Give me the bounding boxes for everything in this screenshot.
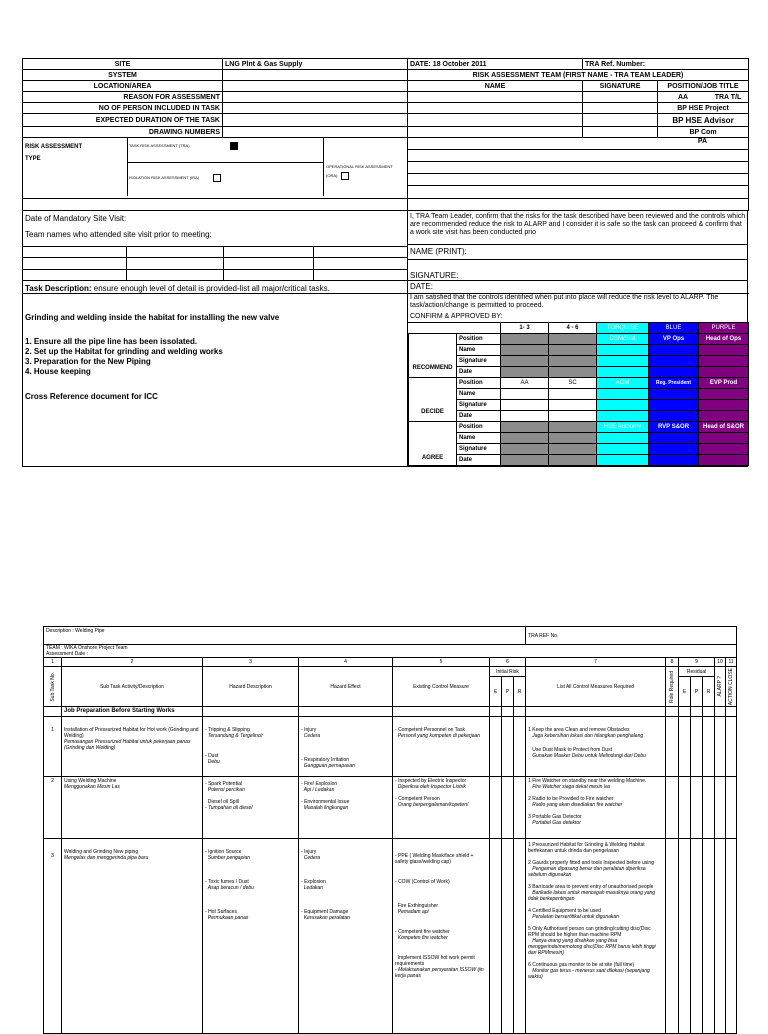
ora-label: (ORA) — [326, 173, 338, 179]
existing-text: Inspected by Electric Inspector — [398, 778, 467, 785]
control-translation: Radio yang akan disediakan fire watcher — [532, 802, 623, 809]
effect-translation: Gangguan pernapasan — [303, 763, 355, 770]
col-num: 3 — [203, 658, 299, 667]
task-step: 1. Ensure all the pipe line has been issolated. — [25, 337, 198, 346]
ira-option[interactable] — [129, 174, 221, 182]
row-task-text: Using Welding Machine — [64, 778, 117, 785]
table-row — [44, 839, 737, 1034]
existing-text: Competent Person — [398, 796, 440, 803]
hazard-text: Ignition Source — [208, 849, 242, 856]
effect-translation: Api / Ledakan — [303, 787, 335, 794]
control-text: 3 Portable Gas Detector — [528, 814, 582, 821]
tra-ref-field: TRA Ref. Number: — [583, 59, 749, 70]
date-field: DATE: 18 October 2011 — [408, 59, 583, 70]
decide-sc: SC — [549, 378, 597, 389]
sub-task-no-text: Sub Task No. — [49, 671, 56, 702]
row-position: Position — [457, 334, 501, 345]
risk-4-6: 4 - 6 — [549, 323, 597, 334]
col-num: 7 — [526, 658, 666, 667]
residual-e: E — [679, 677, 691, 707]
row-position: Position — [457, 422, 501, 433]
position-column: POSITION/JOB TITLE — [658, 81, 749, 92]
task-description-block — [22, 281, 748, 467]
control-text: 1 Keep the area Clean and remove Obstacles — [528, 727, 630, 734]
ora-checkbox[interactable] — [341, 172, 349, 180]
task-step: 2. Set up the Habitat for grinding and welding works — [25, 347, 223, 356]
name-print-label: NAME (PRINT): — [410, 247, 467, 256]
col-num: 1 — [44, 658, 62, 667]
col-num: 9 — [679, 658, 715, 667]
hazard-translation: Tumpahan oli diesel — [208, 805, 253, 812]
visit-names-grid — [23, 246, 408, 281]
control-text: 1 Pressurized Habitat for Grinding & Welding Habitat berfekanan untuk drinda dan pengelasan — [528, 842, 645, 855]
table-row — [44, 717, 737, 777]
row-controls — [526, 777, 666, 839]
control-translation: Pengaman dipasang benar dan peralatan diperiksa sebelum digunakan — [528, 866, 646, 879]
effect-text: Fire/ Explosion — [304, 781, 338, 788]
hazard-text: Toxic fumes / Dust — [207, 879, 249, 886]
task-step: 3. Preparation for the New Piping — [25, 357, 151, 366]
risk-assessment-form — [22, 58, 748, 467]
team-visit-label: Team names who attended site visit prior to meeting: — [25, 230, 212, 239]
agree-cell — [409, 422, 457, 466]
table-row — [44, 777, 737, 839]
col-num: 6 — [490, 658, 526, 667]
description-field — [44, 627, 526, 645]
ora-option-label: OPERATIONAL RISK ASSESSMENT — [326, 164, 393, 169]
action-close-header — [726, 667, 737, 707]
ira-checkbox[interactable] — [213, 174, 221, 182]
row-existing: - Competent Personnel on Task Personil yang kompeten di pekerjaan — [393, 717, 490, 777]
row-no: 1 — [44, 717, 62, 777]
turquoise-level: TORQUISE — [597, 323, 649, 334]
residual-r: R — [703, 677, 715, 707]
tra-option-label: TASK RISK ASSESSMENT (TRA) — [129, 143, 190, 149]
duration-label: EXPECTED DURATION OF THE TASK — [23, 114, 223, 127]
confirm-approved-label: CONFIRM & APPROVED BY: — [410, 313, 503, 320]
row-task-translation: Pemasangan Pressurized Habitat untuk pekerjaan panas (Grinding dan Welding) — [64, 739, 191, 752]
risk-type-block — [23, 138, 408, 199]
existing-translation: Diperiksa oleh Inspector Listrik — [397, 784, 466, 791]
vp-ops: VP Ops — [649, 334, 699, 345]
row-task — [62, 839, 203, 1034]
rvp-sor: RVP S&OR — [649, 422, 699, 433]
team-header: RISK ASSESSMENT TEAM (FIRST NAME - TRA TEAM LEADER) — [408, 70, 749, 81]
team-field — [44, 645, 737, 658]
decide-cell — [409, 378, 457, 422]
row-effects: - Fire/ Explosion Api / Ledakan - Environmental Issue Masalah lingkungan — [299, 777, 393, 839]
satisfied-statement: I am satisfied that the controls identified when put into place will reduce the risk level to ALARP. The task/action/change is permitted to proceed. — [410, 294, 719, 310]
ora-option[interactable] — [326, 164, 393, 180]
control-translation: Hanya orang yang disahkan yang bisa menggerinda/memotong disc(Disc RPM harus lebih tinggi dari RPMmesin) — [528, 938, 656, 957]
effect-text: Injury — [304, 727, 317, 734]
site-label: SITE — [23, 59, 223, 70]
hazard-translation: Potensi percikan — [207, 787, 245, 794]
hazard-text: Hot Surfaces — [208, 909, 237, 916]
hazard-translation: Debu — [207, 759, 220, 766]
col-num: 5 — [393, 658, 490, 667]
hazard-translation: Permukaan panas — [207, 915, 249, 922]
row-name: Name — [457, 345, 501, 356]
hazard-text: Diesel oil Spill — [207, 799, 239, 806]
leader-confirmation: I, TRA Team Leader, confirm that the risks for the task described have been reviewed and the controls which are recommended reduce the risk to ALARP and I consider it is safe so the task can proceed & confirm that a work site visit has been conducted prio — [410, 213, 746, 237]
control-translation: Jaga kebersihan lokasi dan hilangkan penghalang — [532, 733, 644, 740]
row-existing: - PPE ( Welding Mask/face shield + safety glass/welding cap) - COW (Control of Work) Fire Exthinguisher Pemadam api - Competent fire watcher Kompeten fire watcher Implement ISSOW hot work permit requirements - Melaksanakan persyaratan ISSOW ijin kerja panas — [393, 839, 490, 1034]
ira-option-label: ISOLATION RISK ASSESSMENT (IRA) — [129, 175, 200, 181]
drawing-label: DRAWING NUMBERS — [23, 127, 223, 138]
position-tra-tl: TRA T/L — [714, 93, 742, 101]
tra-ref-no — [526, 627, 737, 645]
effect-translation: Masalah lingkungan — [303, 805, 349, 812]
control-text: 2 Gaurds properly fitted and tools Inspected before using — [528, 860, 654, 867]
effect-translation: Cedera — [303, 855, 321, 862]
initial-p: P — [502, 677, 514, 707]
task-description-hint: ensure enough level of detail is provided-list all major/critical tasks. — [91, 284, 330, 293]
existing-translation: Orang berpengalaman/kopeten/ — [397, 802, 469, 809]
row-position: Position — [457, 378, 501, 389]
row-task-translation: Mengelas dan menggerinda pipa baru — [64, 855, 149, 862]
effect-translation: Kerusakan peralatan — [303, 915, 350, 922]
initial-r: R — [514, 677, 526, 707]
sub-task-header: Sub Task Activity/Description — [62, 667, 203, 707]
effect-text: Respiratory Irritation — [304, 757, 350, 764]
row-date: Date — [457, 367, 501, 378]
control-text: 5 Only Authorised person can grinding/cutting disc(Disc RPM should be higher than machine RPM — [528, 926, 651, 939]
task-description-title: Task Description: — [25, 284, 92, 293]
hazard-text: Dust — [208, 753, 219, 760]
control-text: 6 Continuous gas monitor to be at site (full time) — [528, 962, 635, 969]
control-translation: Fire Watcher siaga dekat mesin las — [532, 784, 611, 791]
task-step: 4. House keeping — [25, 367, 91, 376]
hazard-translation: Asap beracun / debu — [207, 885, 254, 892]
reg-president: Reg. President — [649, 378, 699, 389]
existing-translation: Pemadam api — [397, 909, 429, 916]
purple-level: PURPLE — [699, 323, 749, 334]
dsm-sim: DSM/SIM — [597, 334, 649, 345]
control-text: Use Dust Mask to Protect from Dust — [532, 747, 612, 754]
row-signature: Signature — [457, 356, 501, 367]
row-hazards: - Ignition Source Sumber pengapian - Toxic fumes / Dust Asap beracun / debu - Hot Surfaces Permukaan panas — [203, 839, 299, 1034]
row-task — [62, 717, 203, 777]
existing-text: Implement ISSOW hot work permit requirements — [395, 955, 475, 968]
hse-authority: HSE Authority — [597, 422, 649, 433]
row-task-translation: Menggunakan Mesin Las — [64, 784, 120, 791]
existing-translation: Melaksanakan persyaratan ISSOW ijin kerja panas — [395, 967, 484, 980]
effect-text: Injury — [304, 849, 317, 856]
alarp-text: ALARP ? — [717, 676, 724, 697]
existing-translation: Kompeten fire watcher — [397, 935, 448, 942]
mandatory-visit-label: Date of Mandatory Site Visit: — [25, 214, 127, 223]
effect-text: Environmental Issue — [304, 799, 350, 806]
col-num: 2 — [62, 658, 203, 667]
existing-text: Competent Personnel on Task — [398, 727, 465, 734]
section-title: Job Preparation Before Starting Works — [62, 707, 203, 717]
site-visit-block — [22, 211, 748, 281]
hazard-translation: Sumber pengapian — [207, 855, 251, 862]
existing-text: COW (Control of Work) — [398, 879, 450, 886]
task-steps — [25, 337, 223, 377]
signature-label: SIGNATURE: — [410, 271, 459, 280]
controls-required-header: List All Control Measures Required — [526, 667, 666, 707]
position-advisor: BP HSE Advisor — [658, 114, 749, 127]
alarp-header — [715, 667, 726, 707]
row-task-text: Welding and Grinding New piping — [64, 849, 139, 856]
tra-checkbox[interactable] — [230, 142, 238, 150]
system-label: SYSTEM — [23, 70, 223, 81]
role-required-header — [666, 667, 679, 707]
head-of-sor: Head of S&OR — [699, 422, 749, 433]
control-translation: Barikade lokasi untuk mencegah masuknya orang yang tidak berkepentingan — [528, 890, 656, 903]
existing-text: PPE ( Welding Mask/face shield + safety glass/welding cap) — [395, 853, 474, 866]
hazard-translation: Tersandung & Tergelincir — [207, 733, 264, 740]
residual-p: P — [691, 677, 703, 707]
assessment-date: Assessment Date : — [46, 651, 88, 657]
existing-text: Fire Exthinguisher — [397, 903, 439, 910]
risk-1-3: 1- 3 — [501, 323, 549, 334]
reason-label: REASON FOR ASSESSMENT — [23, 92, 223, 103]
control-text: 4 Certified Equipment to be used — [528, 908, 601, 915]
effect-text: Explosion — [304, 879, 326, 886]
hazard-assessment-sheet — [43, 626, 735, 1034]
position-project: BP HSE Project — [658, 103, 749, 114]
row-hazards: - Tripping & Slipping Tersandung & Tergelincir - Dust Debu — [203, 717, 299, 777]
col-num: 4 — [299, 658, 393, 667]
position-com: BP Com — [658, 127, 749, 138]
initial-risk-header: Initial Risk — [490, 667, 526, 677]
tra-option[interactable] — [129, 142, 238, 150]
decide-label: DECIDE — [421, 408, 444, 415]
existing-translation: Personil yang kompeten di pekerjaan — [397, 733, 481, 740]
team-text: TEAM : WIKA Onshore Project Team — [46, 645, 128, 651]
sub-task-no-header — [44, 667, 62, 707]
residual-header: Residual — [679, 667, 715, 677]
approval-grid — [408, 322, 749, 466]
row-no: 2 — [44, 777, 62, 839]
aom: AOM — [597, 378, 649, 389]
control-translation: Portabel Gas detektor — [532, 820, 581, 827]
location-label: LOCATION/AREA — [23, 81, 223, 92]
existing-text: Competent fire watcher — [398, 929, 450, 936]
control-translation: Gunakan Masker Debu untuk Melindungi dari Debu — [532, 753, 646, 760]
blue-level: BLUE — [649, 323, 699, 334]
hazard-text: Spark Potential — [208, 781, 242, 788]
head-of-ops: Head of Ops — [699, 334, 749, 345]
row-hazards: - Spark Potential Potensi percikan Diesel oil Spill - Tumpahan oli diesel — [203, 777, 299, 839]
agree-label: AGREE — [421, 454, 444, 461]
no-person-label: NO OF PERSON INCLUDED IN TASK — [23, 103, 223, 114]
row-effects: - Injury Cedera - Respiratory Irritation Gangguan pernapasan — [299, 717, 393, 777]
effect-translation: Cedera — [303, 733, 321, 740]
row-existing: - Inspected by Electric Inspector Diperiksa oleh Inspector Listrik - Competent Person Orang berpengalaman/kopeten/ — [393, 777, 490, 839]
recommend-label: RECOMMEND — [412, 364, 453, 371]
effect-text: Equipment Damage — [304, 909, 349, 916]
control-translation: Monitor gas terus - menerus saat dilokasi (sepanjang waktu) — [528, 968, 650, 981]
hazard-table — [43, 626, 737, 1034]
row-date: Date — [457, 411, 501, 422]
control-text: 3 Barricade area to prevent entry of unauthorised people — [528, 884, 654, 891]
row-task — [62, 777, 203, 839]
decide-aa: AA — [501, 378, 549, 389]
control-text: 1 Fire Watcher on standby near the welding Machine. — [528, 778, 647, 785]
row-effects: - Injury Cedera - Explosion Ledakan - Equipment Damage Kerusakan peralatan — [299, 839, 393, 1034]
risk-assessment-label: RISK ASSESSMENT — [25, 144, 83, 150]
row-controls — [526, 717, 666, 777]
date-label: DATE: — [410, 282, 433, 291]
effect-translation: Ledakan — [303, 885, 323, 892]
signature-column: SIGNATURE — [583, 81, 658, 92]
col-num: 11 — [726, 658, 737, 667]
hazard-text: Tripping & Slipping — [207, 727, 250, 734]
tra-ref-no-label: TRA REF No. — [528, 632, 559, 639]
hazard-effect-header: Hazard Effect — [299, 667, 393, 707]
evp-prod: EVP Prod — [699, 378, 749, 389]
initial-e: E — [490, 677, 502, 707]
control-text: 2 Radio to be Provided to Fire watcher — [528, 796, 614, 803]
row-signature: Signature — [457, 444, 501, 455]
action-close-text: ACTION CLOSE — [728, 668, 735, 706]
site-value: LNG Plnt & Gas Supply — [223, 59, 408, 70]
cross-reference: Cross Reference document for ICC — [25, 392, 158, 401]
row-name: Name — [457, 433, 501, 444]
row-name: Name — [457, 389, 501, 400]
row-task-text: Installation of Pressurized Habitat for Hot work (Grinding and Welding) — [64, 727, 199, 740]
position-pa: PA — [697, 138, 708, 145]
header-table — [22, 58, 749, 211]
recommend-cell — [409, 334, 457, 378]
task-description-label — [25, 284, 330, 293]
control-translation: Peralatan bersertifikat untuk digunakan — [532, 914, 619, 921]
role-required-text: Role Required — [669, 670, 676, 703]
task-title: Grinding and welding inside the habitat for installing the new valve — [25, 313, 280, 322]
description-text: Description : Welding Pipe — [46, 628, 105, 634]
hazard-desc-header: Hazard Description — [203, 667, 299, 707]
position-aa-label: AA — [677, 93, 689, 101]
row-controls — [526, 839, 666, 1034]
row-no: 3 — [44, 839, 62, 1034]
row-signature: Signature — [457, 400, 501, 411]
position-aa — [658, 92, 749, 103]
existing-control-header: Existing Control Measure — [393, 667, 490, 707]
row-date: Date — [457, 455, 501, 466]
name-column: NAME — [408, 81, 583, 92]
col-num: 8 — [666, 658, 679, 667]
col-num: 10 — [715, 658, 726, 667]
type-label: TYPE — [25, 156, 41, 162]
